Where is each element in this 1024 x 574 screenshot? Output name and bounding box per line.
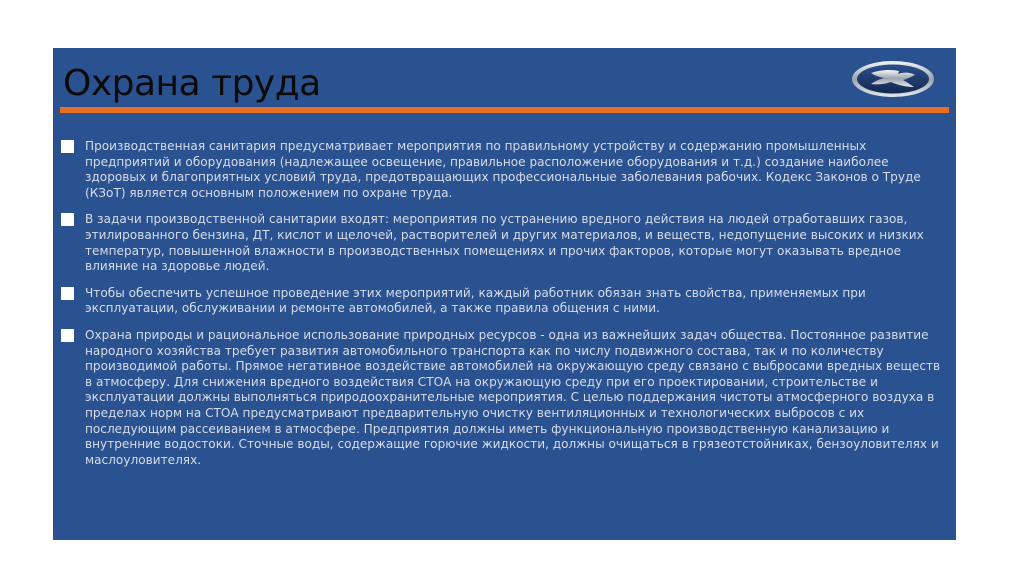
square-bullet-icon [61, 213, 74, 226]
square-bullet-icon [61, 329, 74, 342]
bullet-paragraph-3 [60, 286, 950, 317]
title-underline [60, 107, 949, 113]
square-bullet-icon [61, 140, 74, 153]
bullet-paragraph-4 [60, 328, 950, 468]
slide [53, 48, 956, 540]
slide-title: Охрана труда [63, 63, 321, 104]
paragraph-text: В задачи производственной санитарии входят: мероприятия по устранению вредного действия на людей отработавших газов, этилированного бензина, ДТ, кислот и щелочей, растворителей и других материалов, и веществ, недопущение высоких и низких температур, повышенной влажности в производственных помещениях и прочих факторов, которые могут оказывать вредное влияние на здоровье людей. [85, 212, 924, 274]
paragraph-text: Чтобы обеспечить успешное проведение этих мероприятий, каждый работник обязан знать свойства, применяемых при эксплуатации, обслуживании и ремонте автомобилей, а также правила общения с ними. [85, 285, 866, 316]
paragraph-text: Охрана природы и рациональное использование природных ресурсов - одна из важнейших задач общества. Постоянное развитие народного хозяйства требует развития автомобильного транспорта как по числу подвижного состава, так и по количеству производимой работы. Прямое негативное воздействие автомобилей на окружающую среду связано с выбросами вредных веществ в атмосферу. Для снижения вредного воздействия СТОА на окружающую среду при его проектировании, строительстве и эксплуатации должны выполняться природоохранительные мероприятия. С целью поддержания чистоты атмосферного воздуха в пределах норм на СТОА предусматривают предварительную очистку вентиляционных и технологических выбросов с их последующим рассеиванием в атмосфере. Предприятия должны иметь функциональную производственную канализацию и внутренние водостоки. Сточные воды, содержащие горючие жидкости, должны очищаться в грязеотстойниках, бензоуловителях и маслоуловителях. [85, 327, 941, 467]
paragraph-text: Производственная санитария предусматривает мероприятия по правильному устройству и содержанию промышленных предприятий и оборудования (надлежащее освещение, правильное расположение оборудования и т.д.) создание наиболее здоровых и благоприятных условий труда, предотвращающих профессиональные заболевания рабочих. Кодекс Законов о Труде (КЗоТ) является основным положением по охране труда. [85, 139, 921, 200]
slide-body [60, 139, 950, 479]
bullet-paragraph-1 [60, 139, 950, 201]
lada-boat-logo-icon [851, 60, 935, 98]
bullet-paragraph-2 [60, 212, 950, 274]
square-bullet-icon [61, 287, 74, 300]
